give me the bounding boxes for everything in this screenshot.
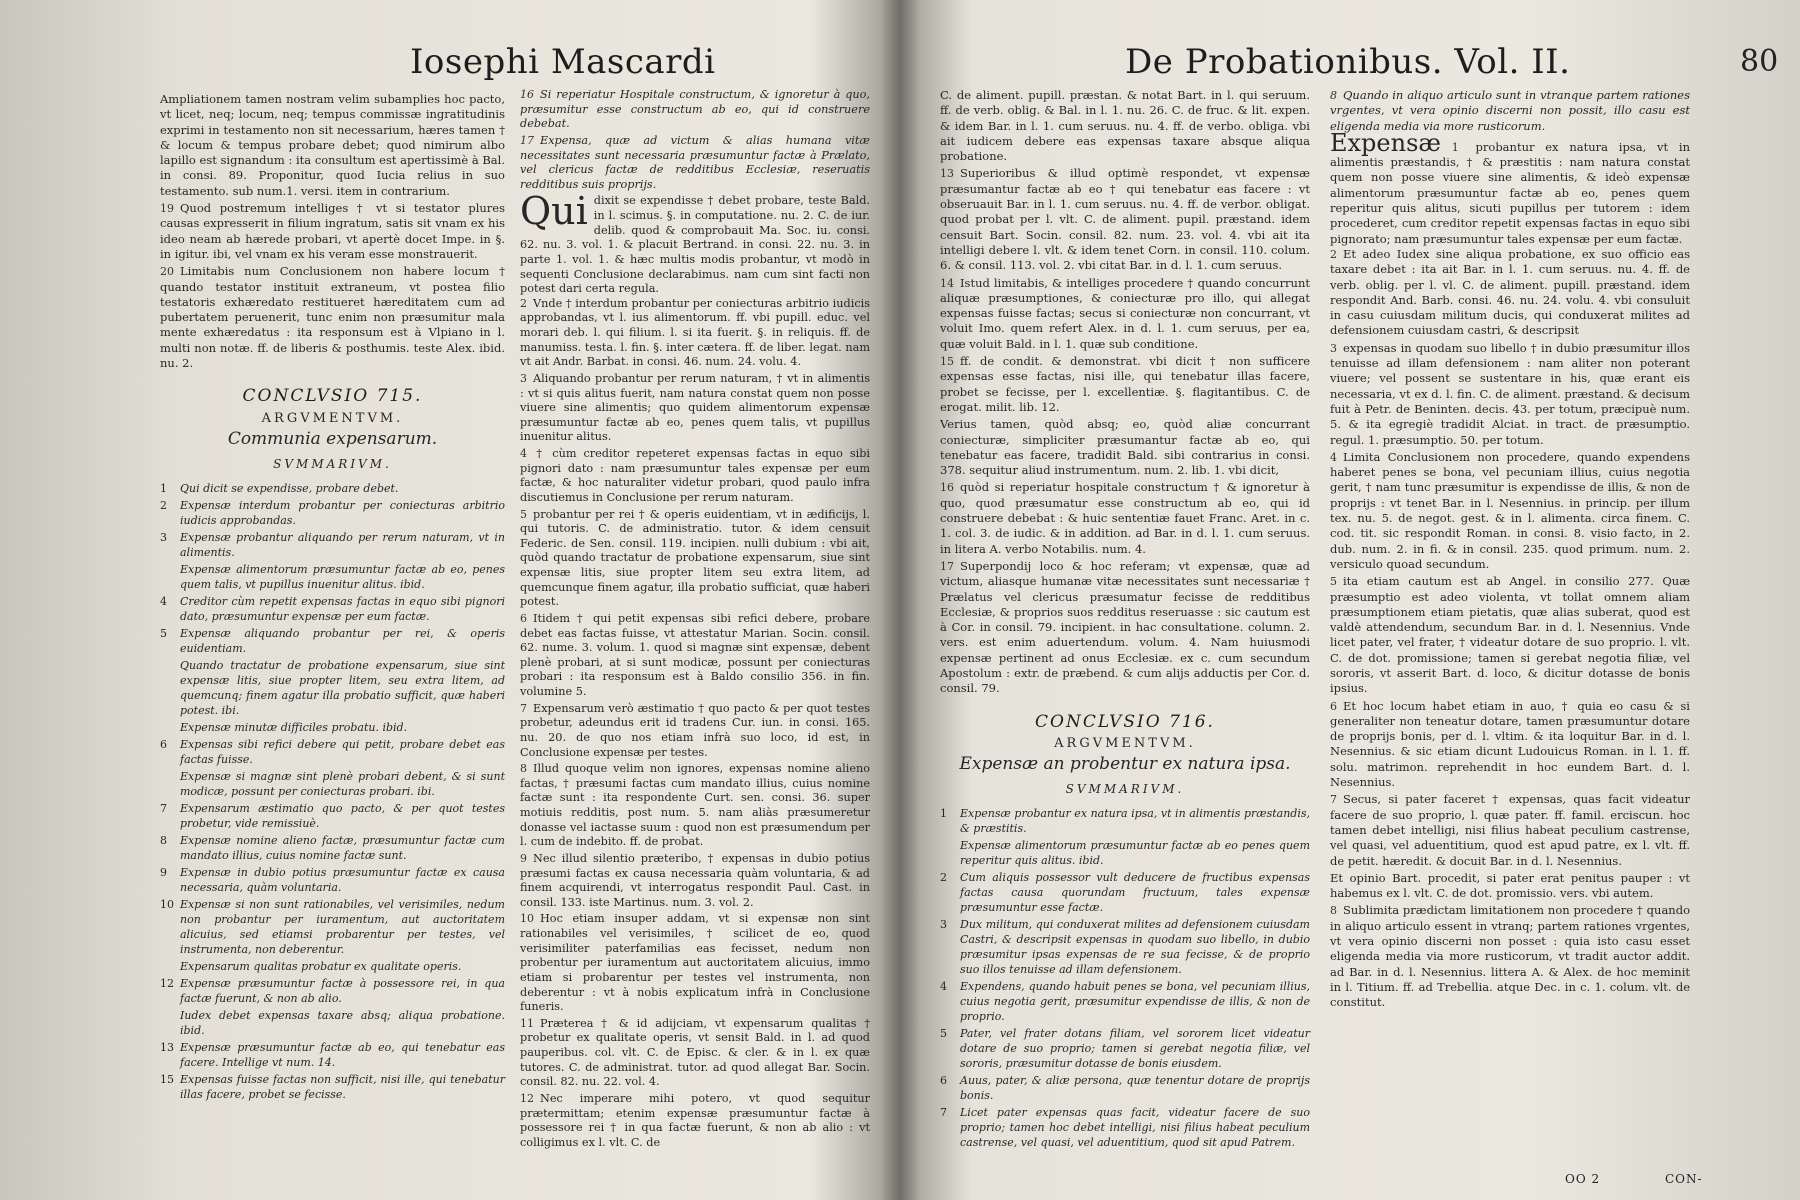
paragraph-text: Istud limitabis, & intelliges procedere † quando concurrunt aliquæ præsumptiones, & coniecturæ pro illo, qui allegat expensas fuisse factas; secus si coniecturæ non concurrant, vt voluit Imo. quem refert Alex. in d. l. 1. cum seruus, per ea, quæ voluit Bald. in l. 1. quæ sub conditione. [940,275,1310,351]
margin-number: 5 [520,507,527,521]
margin-number: 16 [940,481,954,495]
paragraph-text: Vnde † interdum probantur per coniecturas arbitrio iudicis approbandas, vt l. ius alimentorum. ff. vbi pupill. educ. vel morari deb. l. qui filium. l. si ita fuerit. §. in reliquis. ff. de manumiss. testa. l. fin. §. inter cætera. ff. de liber. legat. nam vt ait Andr. Barbat. in consi. 46. num. 24. volu. 4. [520,296,870,369]
summary-text: Expensas sibi refici debere qui petit, probare debet eas factas fuisse. [180,737,505,766]
summary-number: 5 [160,626,167,640]
opening-word: Qui [520,189,588,234]
summary-item [160,897,505,957]
summary-number: 1 [940,806,947,820]
left-column-1 [160,92,505,1104]
paragraph-text: Verius tamen, quòd absq; eo, quòd aliæ concurrant coniecturæ, simpliciter præsumantur factæ ab eo, qui tenebatur eas facere, tradidit Bald. sibi contrarius in consi. 378. sequitur aliud instrumentum. num. 2. lib. 1. vbi dicit, [940,417,1310,478]
paragraph [160,92,505,199]
summary-text: Expensæ probantur aliquando per rerum naturam, vt in alimentis. [180,530,505,559]
summary-text: Qui dicit se expendisse, probare debet. [180,481,399,495]
paragraph-text: Quod postremum intelliges † vt si testator plures causas expresserit in filium ingratum, satis sit vnam ex his ideo neam ab hærede probari, vt apertè docet Impe. in §. in igitur. ibi, vel vnam ex his veram esse monstrauerit. [160,201,505,261]
paragraph-text: Et hoc locum habet etiam in auo, † quia eo casu & si generaliter non teneatur dotare, tamen præsumuntur dotare de proprijs bonis, per d. l. vltim. & ita loquitur Bar. in d. l. Nesennius. & sic etiam dicunt Ludouicus Roman. in l. 1. ff. solu. matrimon. reprehendit in hoc eundem Bart. d. l. Nesennius. [1330,698,1690,790]
paragraph-text: ita etiam cautum est ab Angel. in consilio 277. Quæ præsumptio est adeo violenta, vt tollat omnem aliam præsumptionem etiam pietatis, quæ alias suberat, quod est valdè attendendum, secundum Bar. in d. l. Nesennius. Vnde licet pater, vel frater, † videatur dotare de suo proprio. l. vlt. C. de dot. promissione; tamen si gerebat negotia filiæ, vel sororis, vt asserit Bart. d. loco, & dicitur dotasse de bonis ipsius. [1330,574,1690,696]
conclusio-heading: CONCLVSIO 715. [242,386,423,407]
summary-item [160,976,505,1006]
right-running-head: De Probationibus. Vol. II. [1125,42,1571,82]
paragraph-text: probantur ex natura ipsa, vt in alimentis præstandis, † & præstitis : nam natura constat quem non posse viuere sine alimentis, & ideò expensæ alimentorum præsumuntur factæ ab eo, penes quem reperitur quis alitus, sicuti pupillus per tutorem : idem procederet, cum creditor repetit expensas factas in equo sibi pignorato; nam præsumuntur tales expensæ per eum factæ. [1330,139,1690,246]
margin-number: 8 [520,762,527,776]
paragraph-text: Aliquando probantur per rerum naturam, † vt in alimentis : vt si quis alitus fuerit, nam natura constat quem non posse viuere sine alimentis; quo quidem alimentorum expensæ præsumuntur factæ ab eo, penes quem talis, vt pupillus inuenitur alitus. [520,371,870,444]
summary-number: 4 [160,594,167,608]
summary-list-716 [940,806,1310,1150]
summary-text: Expendens, quando habuit penes se bona, vel pecuniam illius, cuius negotia gerit, præsumitur expendisse de illis, & non de proprio. [960,979,1310,1023]
summary-item [160,1072,505,1102]
summary-number: 13 [160,1040,174,1054]
summary-item [940,1105,1310,1150]
margin-number: 8 [1330,904,1337,918]
margin-number: 7 [520,701,527,715]
margin-number: 2 [1330,247,1337,261]
paragraph [520,297,870,370]
paragraph [1330,903,1690,1010]
argument-title-716: Expensæ an probentur ex natura ipsa. [959,754,1291,775]
summary-item [160,720,505,735]
paragraph-text: expensas in quodam suo libello † in dubio præsumitur illos tenuisse ad illam defensionem : nam aliter non poterant viuere; vel possent se sustentare in his, quæ erant eis necessaria, vt ex d. l. fin. C. de aliment. præstand. & decisum fuit à Petr. de Beninten. decis. 43. per totum, præcipuè num. 5. & ita egregiè tradidit Alciat. in tract. de præsumptio. regul. 1. præsumptio. 50. per totum. [1330,340,1690,447]
margin-number: 20 [160,265,174,279]
summary-item [160,658,505,718]
paragraph-text: Limitabis num Conclusionem non habere locum † quando testator instituit extraneum, vt postea filio testatoris exhæredato restitueret hæreditatem cum ad pubertatem peruenerit, tunc enim non præsumitur mala mente exhæredatus : ita responsum est à Vlpiano in l. multi non notæ. ff. de liberis & posthumis. teste Alex. ibid. nu. 2. [160,264,505,371]
margin-number: 17 [520,133,534,147]
paragraph-text: Præterea † & id adijciam, vt expensarum qualitas † probetur ex qualitate operis, vt sensit Bald. in l. ad quod pauperibus. col. vlt. C. de Episc. & cler. & in l. ex quæ tutores. C. de administrat. tutor. ad quod allegat Bar. Socin. consil. 82. nu. 22. vol. 4. [520,1016,870,1089]
argument-title: Communia expensarum. [227,428,438,449]
summary-item [160,626,505,656]
summary-text: Expensæ si magnæ sint plenè probari debent, & si sunt modicæ, possunt per coniecturas probari. ibi. [180,769,505,798]
summary-text: Expensæ interdum probantur per coniecturas arbitrio iudicis approbandas. [180,498,505,527]
paragraph-text: dixit se expendisse † debet probare, teste Bald. in l. scimus. §. in computatione. nu. 2. C. de iur. delib. quod & comprobauit Ma. Soc. iu. consi. 62. nu. 3. vol. 1. & placuit Bertrand. in consi. 22. nu. 3. in parte 1. vol. 1. & hæc multis modis probantur, vt modò in sequenti Conclusione declarabimus. nam cum sint facti non potest dari certa regula. [520,194,870,296]
left-column-2 [520,88,870,1152]
summary-text: Expensæ si non sunt rationabiles, vel verisimiles, nedum non probantur per iuramentum, aut auctoritatem alicuius, sed etiamsi probarentur per testes, vel instrumenta, non deberentur. [180,897,505,956]
paragraph-text: quòd si reperiatur hospitale constructum † & ignoretur à quo, quod præsumatur esse constructum ab eo, qui id construere debebat : & huic sententiæ fauet Franc. Aret. in c. 1. col. 3. de iudic. & in addition. ad Bar. in d. l. 1. cum seruus. in litera A. verbo Notabilis. num. 4. [940,480,1310,556]
summary-number: 6 [160,737,167,751]
right-column-1 [940,88,1310,1152]
paragraph [520,912,870,1014]
paragraph-text: ff. de condit. & demonstrat. vbi dicit † non sufficere expensas esse factas, nisi ille, qui tenebatur illas facere, probet se fecisse, per l. excellentiæ. §. flagitantibus. C. de erogat. milit. lib. 12. [940,354,1310,414]
summary-text: Creditor cùm repetit expensas factas in equo sibi pignori dato, præsumuntur expensæ per eum factæ. [180,594,505,623]
summary-text: Licet pater expensas quas facit, videatur facere de suo proprio; tamen hoc debet intelligi, nisi filius habeat peculium castrense, vel quasi, vel aduentitium, quod sit apud Patrem. [960,1105,1310,1149]
summary-item [160,737,505,767]
paragraph-text: Et opinio Bart. procedit, si pater erat penitus pauper : vt habemus ex l. vlt. C. de dot. promissio. vers. vbi autem. [1330,870,1690,901]
margin-number: 4 [1330,450,1337,464]
summary-list [160,481,505,1102]
summary-text: Expensæ probantur ex natura ipsa, vt in alimentis præstandis, & præstitis. [960,806,1310,835]
summary-item [160,833,505,863]
argumentum-heading: ARGVMENTVM. [261,410,404,426]
summary-text: Expensæ alimentorum præsumuntur factæ ab eo, penes quem talis, vt pupillus inuenitur alitus. ibid. [180,562,505,591]
summary-number: 2 [160,498,167,512]
paragraph [520,612,870,700]
paragraph-text: Superpondij loco & hoc referam; vt expensæ, quæ ad victum, aliasque humanæ vitæ necessitates sunt necessariæ † Prælatus vel clericus præsumatur fecisse de redditibus Ecclesiæ, & proprios suos redditus reseruasse : sic cautum est à Cor. in consil. 79. incipient. in hac consultatione. column. 2. vers. est enim aduertendum. volum. 4. Nam huiusmodi expensæ pertinent ad onus Ecclesiæ. ex c. cum secundum Apostolum : extr. de præbend. & cum alijs adductis per Cor. d. consil. 79. [940,558,1310,696]
summary-item [160,562,505,592]
summary-number: 7 [940,1105,947,1119]
paragraph-text: Hoc etiam insuper addam, vt si expensæ non sint rationabiles vel verisimiles, † scilicet de eo, quod verisimiliter paterfamilias eas fecisset, nedum non probentur per iuramentum aut auctoritatem alicuius, immo etiam si probarentur per testes vel instrumenta, non deberentur : vt à nobis explicatum infrà in Conclusione funeris. [520,912,870,1014]
summary-number: 8 [160,833,167,847]
summary-text: Expensæ minutæ difficiles probatu. ibid. [180,720,408,734]
summary-text: Expensæ nomine alieno factæ, præsumuntur factæ cum mandato illius, cuius nomine factæ sunt. [180,833,505,862]
paragraph-text: Nec illud silentio præteribo, † expensas in dubio potius præsumi factas ex causa necessaria quàm voluntaria, & ad finem acquirendi, vt interrogatus respondit Paul. Cast. in consil. 133. iste Martinus. num. 3. vol. 2. [520,851,870,909]
summary-text: Expensarum æstimatio quo pacto, & per quot testes probetur, vide remissiuè. [180,801,505,830]
margin-number: 3 [1330,341,1337,355]
paragraph-text: Superioribus & illud optimè respondet, vt expensæ præsumantur factæ ab eo † qui tenebatur eas facere : vt obseruauit Bar. in l. 1. cum seruus. nu. 4. ff. de verbor. obligat. quod probat per l. vlt. C. de aliment. pupil. præstand. idem censuit Bart. Socin. consil. 82. num. 23. vol. 4. vbi ait ita intelligi debere l. vlt. & idem tenet Corn. in consil. 110. colum. 6. & consil. 113. vol. 2. vbi citat Bar. in d. l. 1. cum seruus. [940,166,1310,273]
paragraph-text: Limita Conclusionem non procedere, quando expendens haberet penes se bona, vel pecuniam illius, cuius negotia gerit, † nam tunc præsumitur is expendisse de illis, & non de proprijs : vt tenet Bar. in l. Nesennius. in princip. per illum tex. nu. 5. de negot. gest. & in l. alimenta. circa finem. C. cod. tit. sic respondit Roman. in consi. 8. visio facto, in 2. dub. num. 2. in fi. & in consil. 235. quod primum. num. 2. versiculo quoad secundum. [1330,449,1690,571]
margin-number: 17 [940,559,954,573]
paragraph-text: Illud quoque velim non ignores, expensas nomine alieno factas, † præsumi factas cum mandato illius, cuius nomine factæ sunt : ita respondente Curt. sen. consi. 36. super motiuis redditis, post num. 5. nam aliàs præsumeretur donasse vel iactasse suum : quod non est præsumendum per l. cum de indebito. ff. de probat. [520,762,870,849]
summary-text: Expensas fuisse factas non sufficit, nisi ille, qui tenebatur illas facere, probet se fecisse. [180,1072,505,1101]
paragraph-text: probantur per rei † & operis euidentiam, vt in ædificijs, l. qui tutoris. C. de administratio. tutor. & idem censuit Federic. de Sen. consil. 119. incipien. nulli dubium : vbi ait, quòd quando tractatur de probatione expensarum, siue sint expensæ litis, siue propter litem seu extra litem, ad quemcunque finem agatur, illa probatio sufficiat, quæ haberi potest. [520,507,870,609]
summary-number: 12 [160,976,174,990]
margin-number: 2 [520,296,527,310]
summary-text: Expensæ alimentorum præsumuntur factæ ab eo penes quem reperitur quis alitus. ibid. [960,838,1310,867]
summary-text: Iudex debet expensas taxare absq; aliqua probatione. ibid. [180,1008,505,1037]
margin-number: 9 [520,851,527,865]
summary-item [160,1008,505,1038]
summary-number: 9 [160,865,167,879]
margin-number: 16 [520,88,534,101]
summary-text: Auus, pater, & aliæ persona, quæ tenentur dotare de proprijs bonis. [960,1073,1310,1102]
opening-word-expensae: Expensæ [1330,128,1441,157]
paragraph [940,480,1310,556]
paragraph [1330,871,1690,902]
summary-number: 6 [940,1073,947,1087]
summary-number: 10 [160,897,174,911]
summary-item [940,870,1310,915]
margin-number: 19 [160,202,174,216]
summary-item [160,530,505,560]
paragraph-text: Quando in aliquo articulo sunt in vtranque partem rationes vrgentes, vt vera opinio discerni non possit, illo casu est eligenda media via more rusticorum. [1330,88,1690,133]
summary-number: 5 [940,1026,947,1040]
paragraph [160,264,505,371]
paragraph [1330,450,1690,572]
paragraph-text: Expensa, quæ ad victum & alias humana vitæ necessitates sunt necessaria præsumuntur factæ à Prælato, vel clericus factæ de redditibus Ecclesiæ, reseruatis redditibus suis proprijs. [520,133,870,191]
summary-item [940,979,1310,1024]
left-col2-text [520,189,870,1150]
summarium-heading: SVMMARIVM. [273,457,392,472]
paragraph-text: Sublimita prædictam limitationem non procedere † quando in aliquo articulo essent in vtranq; partem rationes vrgentes, vt vera opinio discerni non posset : quia isto casu esset eligenda media via more rusticorum, vt tradit auctor addit. ad Bar. in d. l. Nesennius. littera A. & Alex. de hoc meminit in l. Titium. ff. ad Trebellia. atque Dec. in c. 1. colum. vlt. de constitut. [1330,903,1690,1010]
paragraph-text: Secus, si pater faceret † expensas, quas facit videatur facere de suo proprio, l. quæ pater. ff. famil. erciscun. hoc tamen debet intelligi, nisi filius habeat peculium castrense, vel quasi, vel aduentitium, quod est apud patre, ex l. vlt. ff. de petit. hæredit. & docuit Bar. in d. l. Nesennius. [1330,792,1690,868]
margin-number: 5 [1330,575,1337,589]
paragraph [520,1017,870,1090]
summarium-heading-716: SVMMARIVM. [1065,782,1185,797]
summary-item [160,481,505,496]
summary-number: 1 [160,481,167,495]
summary-number: 2 [940,870,947,884]
margin-number: 10 [520,912,534,926]
paragraph [940,166,1310,273]
page-number: 80 [1740,44,1779,79]
summary-number: 3 [160,530,167,544]
summary-item [160,959,505,974]
paragraph [1330,88,1690,134]
signature-mark: OO 2 [1565,1172,1601,1186]
right-column-2 [1330,88,1690,1013]
paragraph [520,447,870,506]
summary-text: Expensæ præsumuntur factæ ab eo, qui tenebatur eas facere. Intellige vt num. 14. [180,1040,505,1069]
paragraph [160,201,505,262]
margin-number: 6 [520,611,527,625]
paragraph [520,1092,870,1151]
summary-item-8 [1330,88,1690,134]
paragraph [520,762,870,850]
paragraph [1330,574,1690,696]
margin-number: 6 [1330,699,1337,713]
paragraph [1330,140,1690,246]
summary-item [940,917,1310,977]
argumentum-heading-716: ARGVMENTVM. [1054,735,1196,751]
summary-item [160,865,505,895]
paragraph-text: Expensarum verò æstimatio † quo pacto & per quot testes probetur, adeundus erit id tradens Cur. iun. in consi. 165. nu. 20. de quo nos etiam infrà suo loco, id est, in Conclusione expensæ per testes. [520,701,870,759]
paragraph-text: † cùm creditor repeteret expensas factas in equo sibi pignori dato : nam præsumuntur tales expensæ per eum factæ, & hoc naturaliter videtur probari, quod paulo infra discutiemus in Conclusione per rerum naturam. [520,447,870,504]
summary-item [940,838,1310,868]
left-col1-text [160,92,505,371]
margin-number: 8 [1330,89,1337,102]
left-running-head: Iosephi Mascardi [410,42,716,82]
summary-text: Quando tractatur de probatione expensarum, siue sint expensæ litis, siue propter litem, seu extra litem, ad quemcunq; finem agatur illa probatio sufficit, quæ haberi potest. ibi. [180,658,505,717]
summary-text: Expensarum qualitas probatur ex qualitate operis. [180,959,462,973]
summary-item [940,1026,1310,1071]
right-page [905,0,1800,1200]
paragraph [520,508,870,610]
paragraph-text: Si reperiatur Hospitale constructum, & ignoretur à quo, præsumitur esse constructum ab eo, qui id construere debebat. [520,88,870,131]
paragraph [940,417,1310,478]
summary-item [940,1073,1310,1103]
summary-text: Expensæ aliquando probantur per rei, & operis euidentiam. [180,626,505,655]
paragraph [940,354,1310,415]
summary-number: 15 [160,1072,174,1086]
margin-number: 7 [1330,793,1337,807]
summary-number: 7 [160,801,167,815]
paragraph [520,702,870,761]
paragraph-text: C. de aliment. pupill. præstan. & notat Bart. in l. qui seruum. ff. de verb. oblig. & Bal. in l. 1. nu. 26. C. de fruc. & lit. expen. & idem Bar. in l. 1. cum seruus. nu. 4. ff. de verbo. obliga. vbi ait iudicem debere eas expensas taxare absque aliqua probatione. [940,88,1310,164]
paragraph [1330,247,1690,339]
margin-number: 1 [1451,140,1459,154]
conclusio-heading-716: CONCLVSIO 716. [1035,711,1215,732]
right-col1-text [940,88,1310,697]
margin-number: 4 [520,447,527,460]
paragraph [940,88,1310,164]
summary-continuation [520,88,870,192]
summary-item [160,594,505,624]
margin-number: 13 [940,167,954,181]
summary-item [160,498,505,528]
margin-number: 12 [520,1091,534,1105]
summary-number: 4 [940,979,947,993]
summary-item [160,769,505,799]
paragraph [520,852,870,911]
paragraph [1330,792,1690,868]
summary-number: 3 [940,917,947,931]
paragraph [1330,341,1690,448]
summary-text: Expensæ in dubio potius præsumuntur factæ ex causa necessaria, quàm voluntaria. [180,865,505,894]
paragraph-text: Ampliationem tamen nostram velim subamplies hoc pacto, vt licet, neq; locum, neq; tempus commissæ ingratitudinis exprimi in testamento non sit necessarium, hæres tamen † & locum & tempus probare debet; quod nimirum albo lapillo est signandum : ita consultum est apertissimè à Bal. in consi. 89. Proponitur, quod Iucia relius in suo testamento. sub num.1. versi. item in contrarium. [160,92,505,198]
summary-text: Expensæ præsumuntur factæ à possessore rei, in qua factæ fuerunt, & non ab alio. [180,976,505,1005]
summary-item [160,1040,505,1070]
summary-text: Dux militum, qui conduxerat milites ad defensionem cuiusdam Castri, & descripsit expensas in quodam suo libello, in dubio præsumitur ipsas expensas de re sua fecisse, & de proprio suo illos tenuisse ad illam defensionem. [960,917,1310,976]
summary-item [160,801,505,831]
margin-number: 14 [940,276,954,290]
paragraph [940,559,1310,697]
paragraph [520,372,870,445]
right-col2-text [1330,128,1690,1011]
margin-number: 3 [520,371,527,385]
paragraph [520,134,870,193]
summary-text: Cum aliquis possessor vult deducere de fructibus expensas factas causa quorundam fructuum, tales expensæ præsumuntur esse factæ. [960,870,1310,914]
paragraph [520,88,870,132]
paragraph [1330,699,1690,791]
paragraph-text: Et adeo Iudex sine aliqua probatione, ex suo officio eas taxare debet : ita ait Bar. in l. 1. cum seruus. nu. 4. ff. de verb. oblig. per l. vl. C. de aliment. pupill. præstand. idem respondit And. Barb. consi. 46. nu. 24. volu. 4. vbi consuluit in casu cuiusdam militum ducis, qui conduxerat milites ad defensionem cuiusdam castri, & descripsit [1330,246,1690,338]
paragraph-text: Nec imperare mihi potero, vt quod sequitur prætermittam; etenim expensæ præsumuntur factæ à possessore rei † in qua factæ fuerunt, & non ab alio : vt colligimus ex l. vlt. C. de [520,1091,870,1149]
paragraph-text: Itidem † qui petit expensas sibi refici debere, probare debet eas factas fuisse, vt attestatur Marian. Socin. consil. 62. nume. 3. volum. 1. quod si magnæ sint expensæ, debent plenè probari, at si sunt modicæ, possunt per coniecturas probari : ita responsum est à Baldo consilio 356. in fin. volumine 5. [520,611,870,698]
summary-item [940,806,1310,836]
margin-number: 11 [520,1016,534,1030]
summary-text: Pater, vel frater dotans filiam, vel sororem licet videatur dotare de suo proprio; tamen si gerebat negotia filiæ, vel sororis, præsumitur dotasse de bonis eiusdem. [960,1026,1310,1070]
catchword: CON- [1665,1172,1703,1186]
paragraph [940,276,1310,352]
margin-number: 15 [940,355,954,369]
left-page [0,0,895,1200]
